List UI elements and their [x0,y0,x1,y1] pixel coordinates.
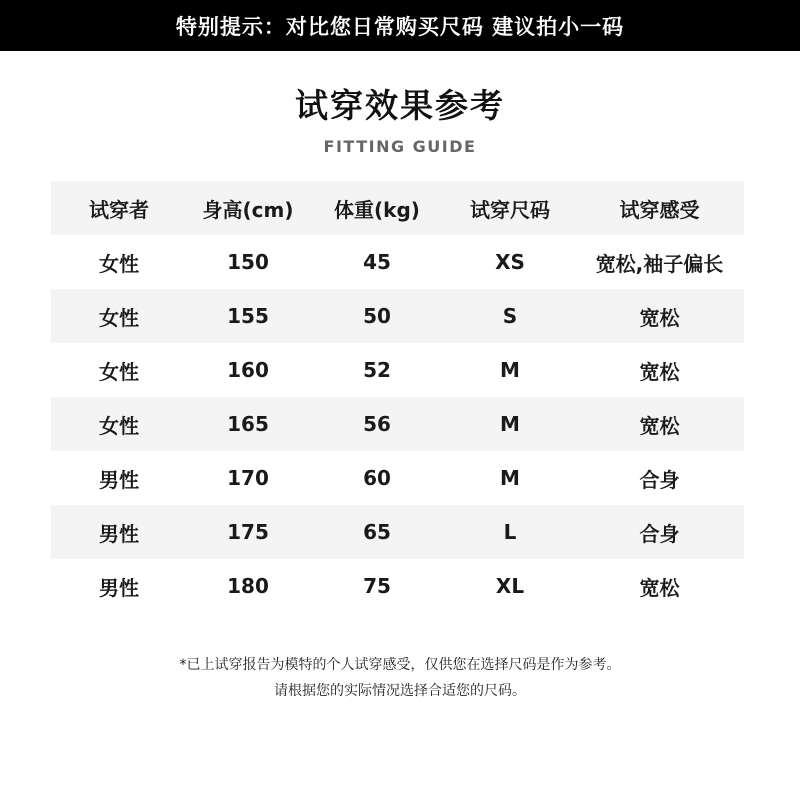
column-header: 试穿感受 [619,197,700,222]
table-cell: 75 [363,574,391,598]
table-cell: 65 [363,520,391,544]
table-cell: 宽松 [639,305,680,330]
table-row [51,235,744,289]
table-cell: L [503,520,517,544]
table-cell: 60 [363,466,391,490]
page-title: 试穿效果参考 [295,86,505,125]
table-row [51,397,744,451]
table-cell: 160 [227,358,269,382]
table-cell: 合身 [639,467,680,492]
table-cell: 宽松,袖子偏长 [595,251,724,276]
table-cell: 女性 [99,413,139,438]
table-cell: 150 [227,250,269,274]
column-header: 身高(cm) [202,197,294,222]
table-cell: XL [495,574,525,598]
table-cell: 男性 [99,575,139,600]
table-cell: M [500,466,520,490]
advice-note: 请根据您的实际情况选择合适您的尺码。 [274,683,526,699]
column-header: 体重(kg) [334,197,420,222]
table-cell: 180 [227,574,269,598]
table-cell: 合身 [639,521,680,546]
table-cell: 56 [363,412,391,436]
table-header-row [51,181,744,235]
table-cell: 165 [227,412,269,436]
table-cell: 女性 [99,359,139,384]
table-cell: XS [495,250,525,274]
table-cell: 男性 [99,467,139,492]
table-row [51,343,744,397]
table-cell: 宽松 [639,359,680,384]
table-cell: 155 [227,304,269,328]
table-row [51,559,744,613]
table-cell: 女性 [99,251,139,276]
table-cell: 宽松 [639,413,680,438]
fitting-table [51,181,744,613]
table-cell: 45 [363,250,391,274]
table-row [51,451,744,505]
table-cell: M [500,412,520,436]
table-cell: 50 [363,304,391,328]
table-row [51,505,744,559]
table-cell: 170 [227,466,269,490]
table-row [51,289,744,343]
table-cell: S [502,304,518,328]
notice-banner [0,0,800,51]
table-cell: 男性 [99,521,139,546]
table-cell: 宽松 [639,575,680,600]
table-cell: M [500,358,520,382]
disclaimer-note: *已上试穿报告为模特的个人试穿感受，仅供您在选择尺码是作为参考。 [179,657,621,673]
page-subtitle: FITTING GUIDE [323,137,477,156]
table-cell: 女性 [99,305,139,330]
table-cell: 52 [363,358,391,382]
notice-banner-text: 特别提示：对比您日常购买尺码 建议拍小一码 [175,14,625,39]
table-cell: 175 [227,520,269,544]
column-header: 试穿尺码 [470,197,550,222]
column-header: 试穿者 [89,197,149,222]
